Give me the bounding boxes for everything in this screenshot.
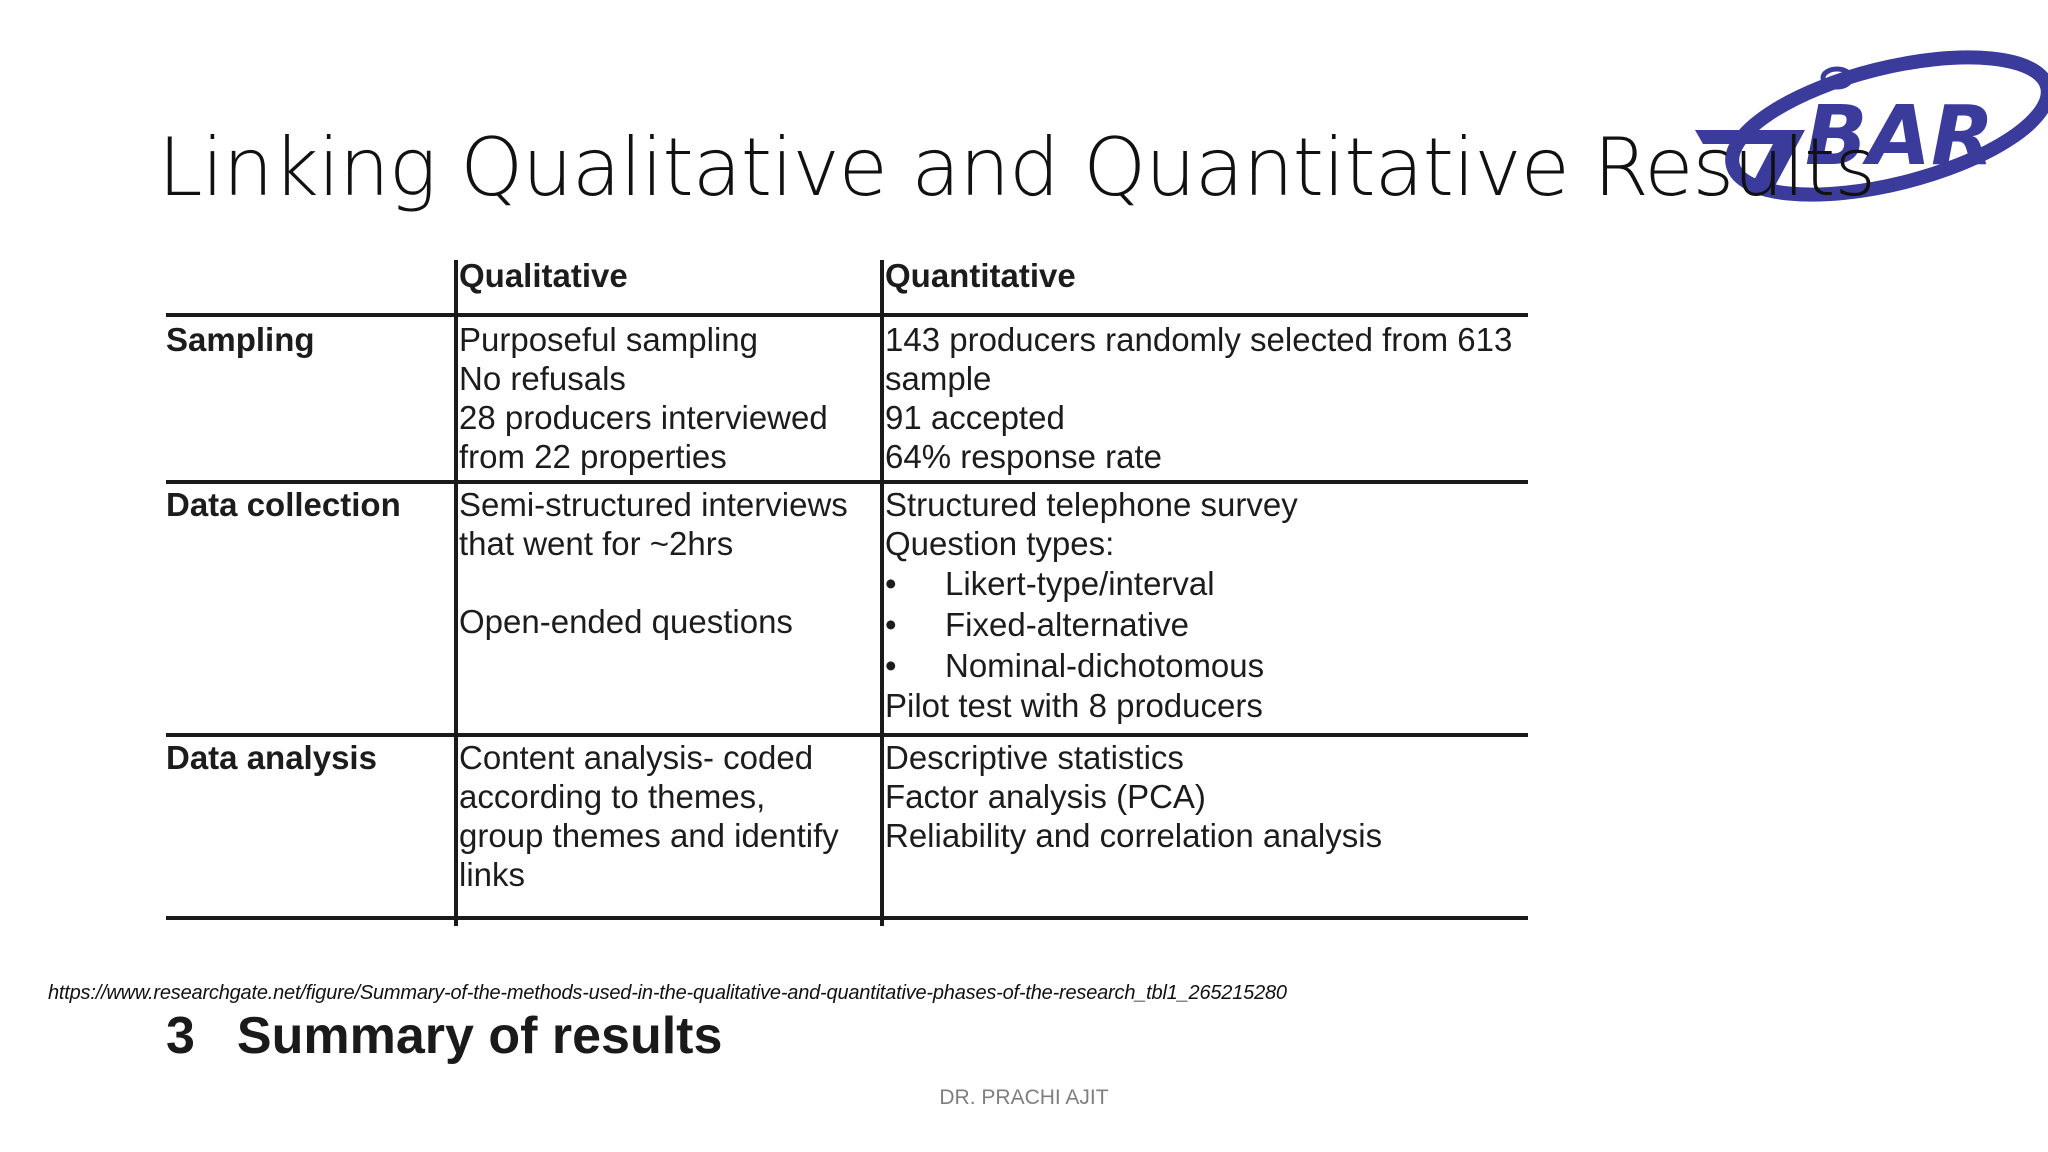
column-header-quantitative: Quantitative <box>885 257 1076 294</box>
column-header-qualitative: Qualitative <box>459 257 628 294</box>
row-label-data-collection: Data collection <box>166 486 401 523</box>
table-divider-left <box>454 260 458 926</box>
table-divider-right <box>880 260 884 926</box>
list-item: • Nominal-dichotomous <box>885 647 1265 684</box>
cell-data-analysis-qualitative: Content analysis- coded according to themes, group themes and identify links <box>459 739 839 893</box>
source-link[interactable]: https://www.researchgate.net/figure/Summary-of-the-methods-used-in-the-qualitative-and-quantitative-phases-of-the-research_tbl1_265215280 <box>48 982 1287 1004</box>
table-rule-2 <box>166 733 1528 737</box>
methods-table <box>166 250 1528 926</box>
summary-text: Summary of results <box>236 1007 723 1065</box>
list-item: • Fixed-alternative <box>885 606 1189 643</box>
summary-heading <box>166 1006 722 1066</box>
summary-number: 3 <box>166 1007 195 1065</box>
table-rule-bottom <box>166 916 1528 920</box>
cell-data-analysis-quantitative: Descriptive statistics Factor analysis (PCA) Reliability and correlation analysis <box>885 739 1383 854</box>
footer-author: DR. PRACHI AJIT <box>939 1086 1109 1109</box>
cell-sampling-quantitative: 143 producers randomly selected from 613 sample 91 accepted 64% response rate <box>885 321 1513 475</box>
list-item: • Likert-type/interval <box>885 565 1215 602</box>
cell-data-collection-qualitative: Semi-structured interviews that went for ~2hrs Open-ended questions <box>459 486 848 640</box>
page-title: Linking Qualitative and Quantitative Results <box>158 121 1876 214</box>
table-rule-1 <box>166 480 1528 484</box>
table-rule-header <box>166 313 1528 317</box>
row-label-sampling: Sampling <box>166 321 315 358</box>
logo-text: BAR <box>1805 89 1995 184</box>
row-label-data-analysis: Data analysis <box>166 739 377 776</box>
cell-sampling-qualitative: Purposeful sampling No refusals 28 producers interviewed from 22 properties <box>459 321 828 475</box>
cell-data-collection-quantitative: Structured telephone survey Question types: • Likert-type/interval • Fixed-alternative • Nominal-dichotomous Pilot test with 8 producers <box>885 486 1298 724</box>
